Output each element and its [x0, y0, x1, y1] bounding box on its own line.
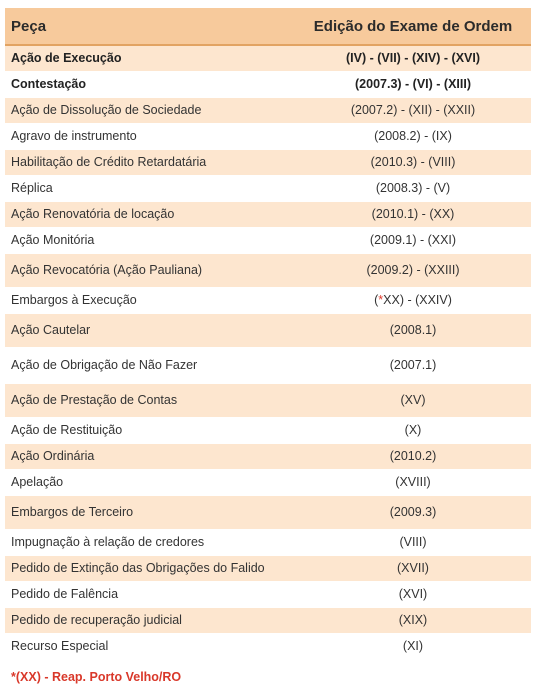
table-row — [5, 529, 531, 555]
cell-edicao: (2007.2) - (XII) - (XXII) — [295, 97, 531, 123]
cell-peca: Ação de Prestação de Contas — [5, 383, 295, 417]
cell-edicao: (2008.3) - (V) — [295, 175, 531, 201]
cell-peca: Contestação — [5, 71, 295, 97]
cell-edicao: (IV) - (VII) - (XIV) - (XVI) — [295, 45, 531, 71]
cell-edicao: (2010.1) - (XX) — [295, 201, 531, 227]
cell-peca: Apelação — [5, 469, 295, 495]
cell-peca: Pedido de Extinção das Obrigações do Falido — [5, 555, 295, 581]
cell-peca: Ação Renovatória de locação — [5, 201, 295, 227]
asterisk-mark: * — [378, 293, 384, 307]
cell-peca: Habilitação de Crédito Retardatária — [5, 149, 295, 175]
cell-edicao: (2008.2) - (IX) — [295, 123, 531, 149]
table-row — [5, 287, 531, 313]
table-body — [5, 45, 531, 659]
cell-edicao: (XVI) — [295, 581, 531, 607]
cell-edicao: (XVII) — [295, 555, 531, 581]
table-row — [5, 313, 531, 347]
cell-peca: Embargos à Execução — [5, 287, 295, 313]
cell-edicao: (XIX) — [295, 607, 531, 633]
edicao-prefix: ( — [374, 293, 379, 307]
footnote: *(XX) - Reap. Porto Velho/RO — [11, 670, 182, 684]
table-row — [5, 469, 531, 495]
cell-peca: Ação de Execução — [5, 45, 295, 71]
exam-table — [5, 8, 531, 660]
header-edicao: Edição do Exame de Ordem — [295, 8, 531, 45]
table-row — [5, 633, 531, 659]
cell-peca: Impugnação à relação de credores — [5, 529, 295, 555]
table-row — [5, 201, 531, 227]
table-row — [5, 581, 531, 607]
cell-edicao: (2009.2) - (XXIII) — [295, 253, 531, 287]
cell-edicao: (2007.3) - (VI) - (XIII) — [295, 71, 531, 97]
cell-edicao: (X) — [295, 417, 531, 443]
table-row — [5, 607, 531, 633]
cell-peca: Embargos de Terceiro — [5, 495, 295, 529]
table-row — [5, 71, 531, 97]
cell-peca: Agravo de instrumento — [5, 123, 295, 149]
table-row — [5, 347, 531, 383]
table-row — [5, 149, 531, 175]
cell-edicao: (2007.1) — [295, 347, 531, 383]
cell-edicao: (XV) — [295, 383, 531, 417]
cell-peca: Ação de Obrigação de Não Fazer — [5, 347, 295, 383]
edicao-text: XX) - (XXIV) — [383, 293, 452, 307]
table-row — [5, 417, 531, 443]
cell-peca: Ação Monitória — [5, 227, 295, 253]
cell-peca: Ação Cautelar — [5, 313, 295, 347]
header-peca: Peça — [5, 8, 295, 45]
cell-edicao: (2009.1) - (XXI) — [295, 227, 531, 253]
table-row — [5, 227, 531, 253]
cell-peca: Ação de Restituição — [5, 417, 295, 443]
cell-edicao: (2010.3) - (VIII) — [295, 149, 531, 175]
cell-edicao: (2010.2) — [295, 443, 531, 469]
table-row — [5, 495, 531, 529]
table-row — [5, 383, 531, 417]
table-row — [5, 555, 531, 581]
cell-edicao: (XI) — [295, 633, 531, 659]
cell-edicao: (XVIII) — [295, 469, 531, 495]
table-row — [5, 123, 531, 149]
table-row — [5, 175, 531, 201]
cell-edicao — [295, 287, 531, 313]
cell-peca: Recurso Especial — [5, 633, 295, 659]
table-row — [5, 97, 531, 123]
table-row — [5, 45, 531, 71]
exam-table-container — [5, 8, 531, 660]
table-row — [5, 443, 531, 469]
cell-edicao: (2008.1) — [295, 313, 531, 347]
cell-peca: Ação Revocatória (Ação Pauliana) — [5, 253, 295, 287]
cell-peca: Pedido de Falência — [5, 581, 295, 607]
cell-peca: Pedido de recuperação judicial — [5, 607, 295, 633]
cell-edicao: (VIII) — [295, 529, 531, 555]
cell-peca: Ação de Dissolução de Sociedade — [5, 97, 295, 123]
cell-peca: Ação Ordinária — [5, 443, 295, 469]
table-header-row — [5, 8, 531, 45]
cell-peca: Réplica — [5, 175, 295, 201]
cell-edicao: (2009.3) — [295, 495, 531, 529]
table-row — [5, 253, 531, 287]
